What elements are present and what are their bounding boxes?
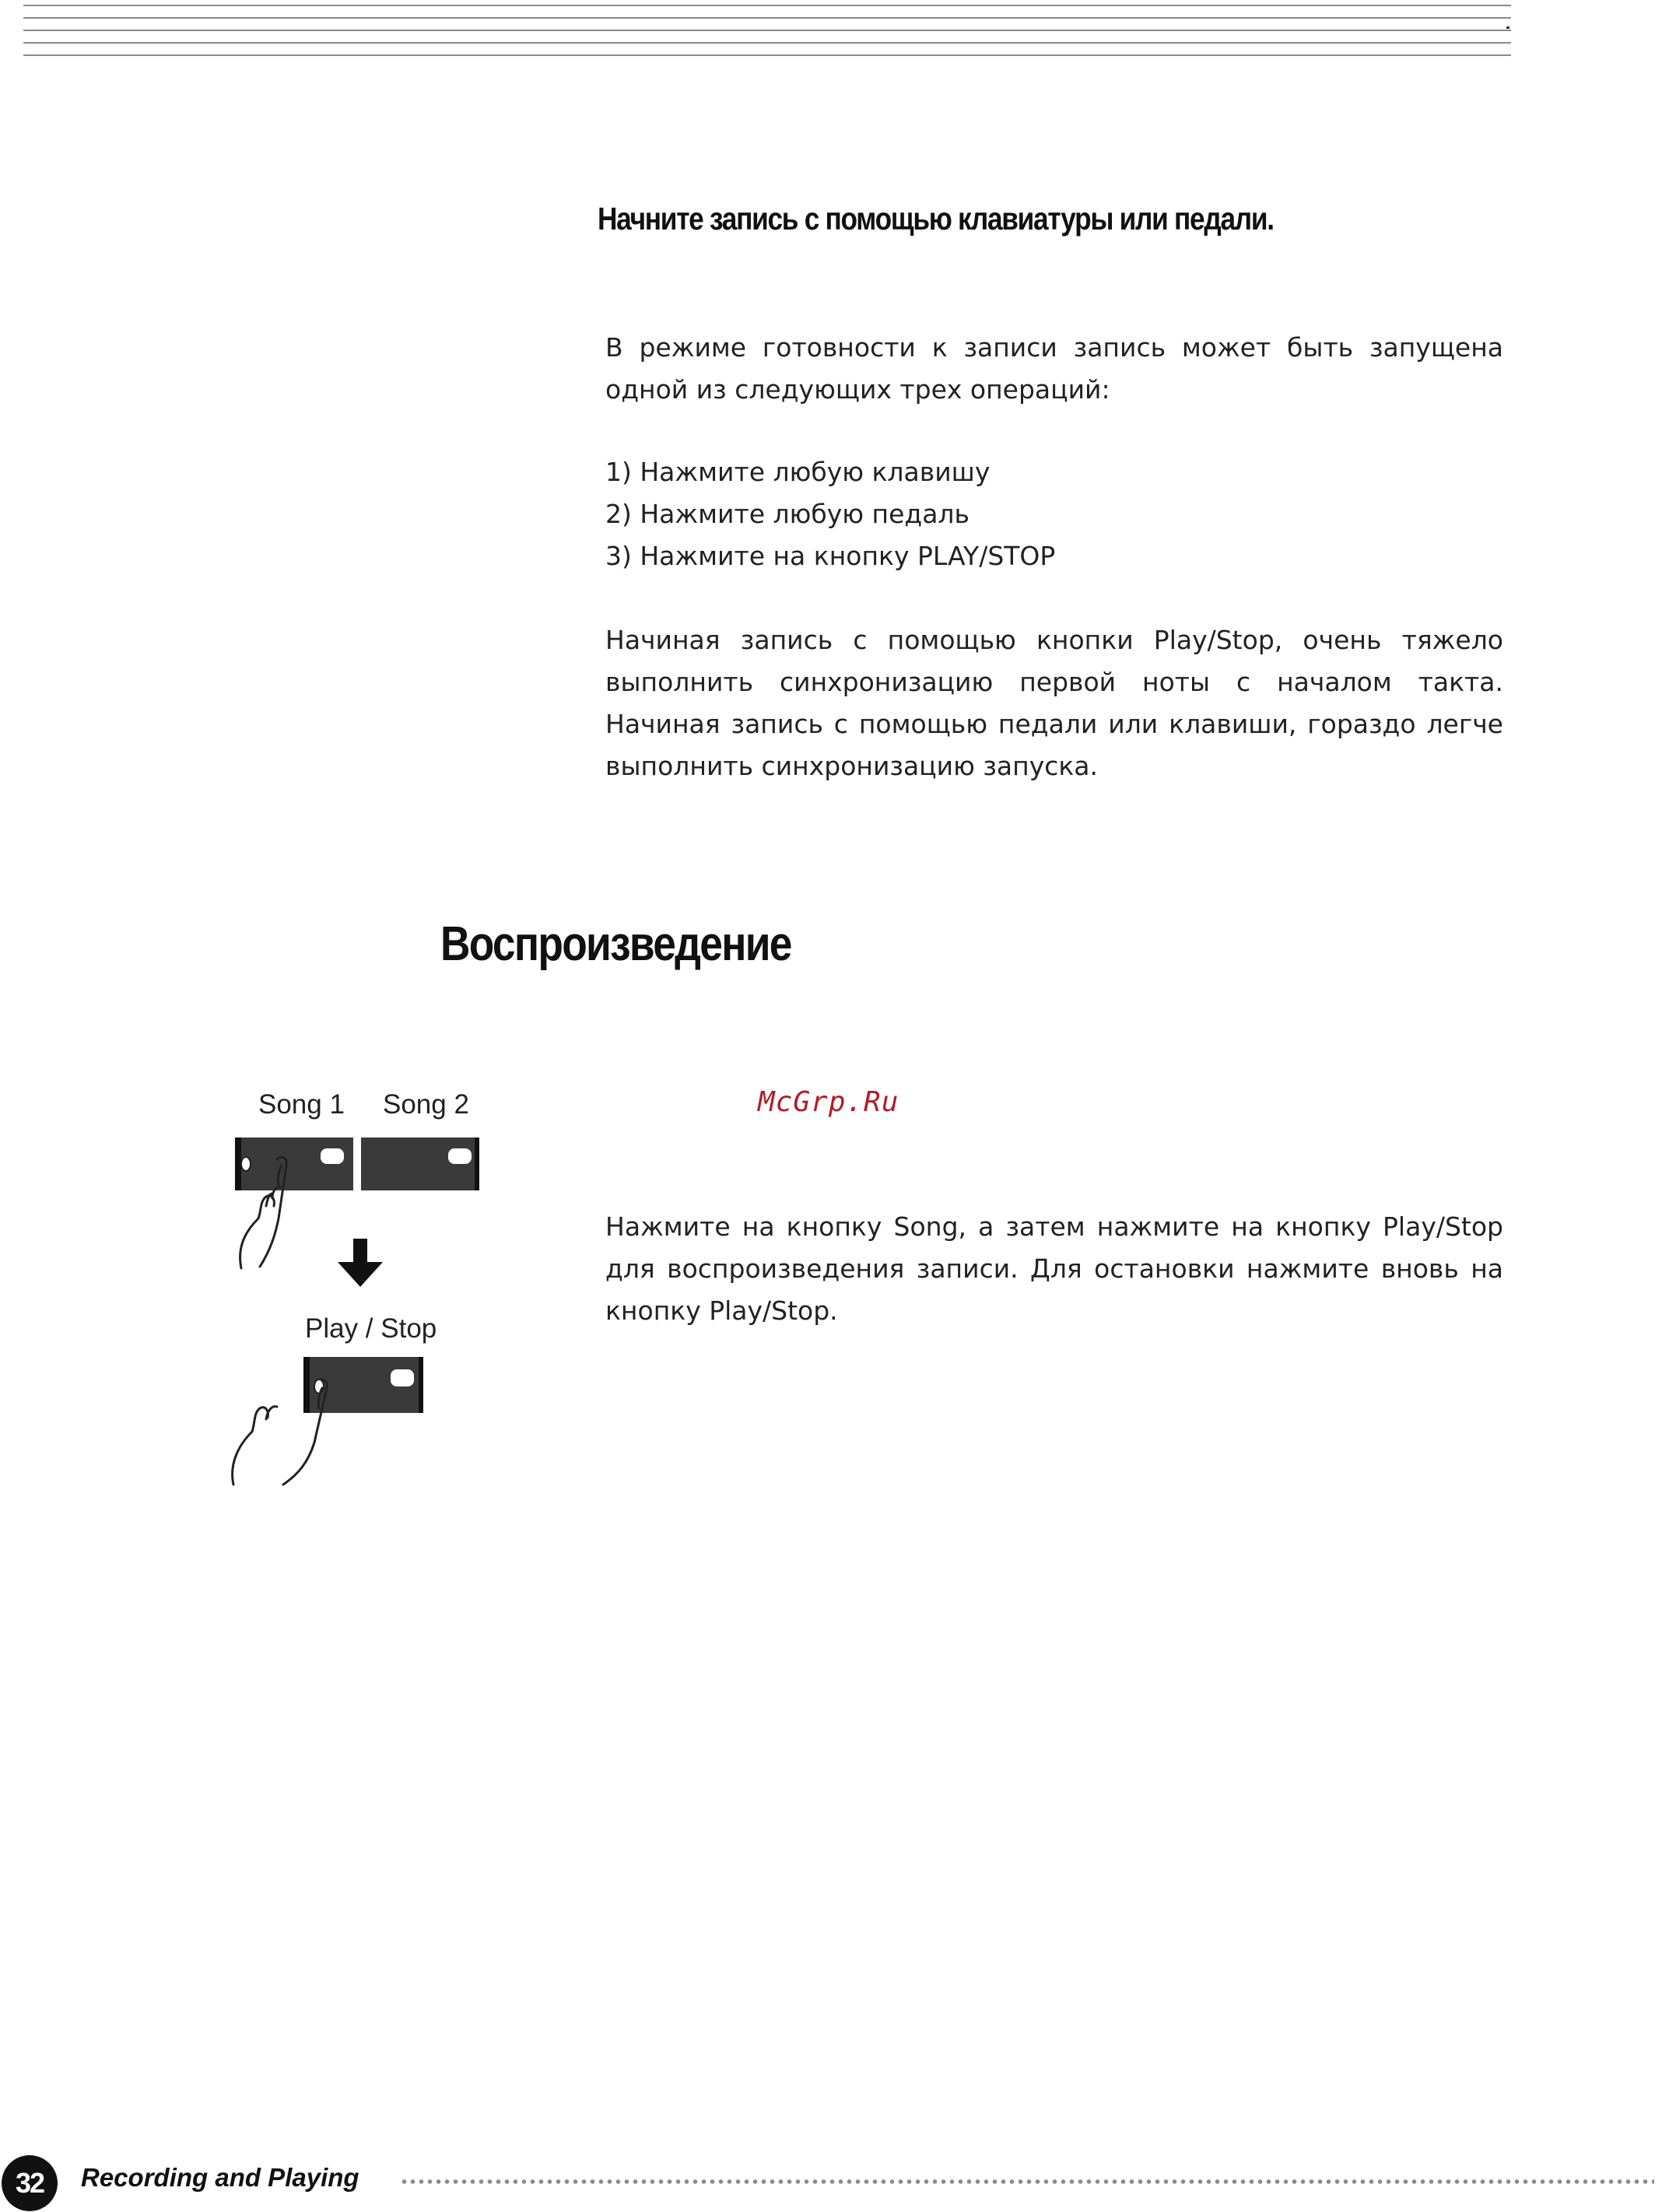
watermark: McGrp.Ru (758, 1086, 899, 1118)
step-item: 3) Нажмите на кнопку PLAY/STOP (605, 541, 1056, 571)
footer-dotted-rule (400, 2179, 1654, 2185)
playback-text: Нажмите на кнопку Song, а затем нажмите на кнопку Play/Stop для воспроизведения записи. Для остановки нажмите вновь на кнопку Play/Stop. (605, 1211, 1503, 1326)
song2-label: Song 2 (383, 1089, 469, 1120)
song1-button[interactable] (235, 1138, 353, 1190)
playback-heading: Воспроизведение (440, 917, 791, 971)
playstop-label: Play / Stop (305, 1313, 437, 1344)
song1-label: Song 1 (258, 1089, 345, 1120)
steps-list (605, 451, 1503, 577)
step-item: 1) Нажмите любую клавишу (605, 457, 991, 487)
section-heading: Начните запись с помощью клавиатуры или педали. (598, 201, 1274, 237)
playback-figure (156, 1074, 506, 1509)
song2-button[interactable] (361, 1138, 479, 1190)
footer-section-title: Recording and Playing (81, 2163, 359, 2192)
playback-paragraph (605, 1206, 1503, 1332)
staff-mark (1506, 26, 1509, 29)
intro-paragraph (605, 327, 1503, 411)
page-number: 32 (2, 2155, 58, 2211)
intro-text: В режиме готовности к записи запись может быть запущена одной из следующих трех операций: (605, 332, 1503, 405)
header-staff-lines (23, 5, 1511, 58)
note-paragraph (605, 619, 1503, 787)
note-text: Начиная запись с помощью кнопки Play/Stop, очень тяжело выполнить синхронизацию первой ноты с началом такта. Начиная запись с помощью педали или клавиши, гораздо легче выполнить синхронизацию запуска. (605, 625, 1503, 781)
down-arrow-icon (338, 1239, 383, 1287)
step-item: 2) Нажмите любую педаль (605, 499, 970, 529)
figure-graphics (156, 1074, 506, 1509)
